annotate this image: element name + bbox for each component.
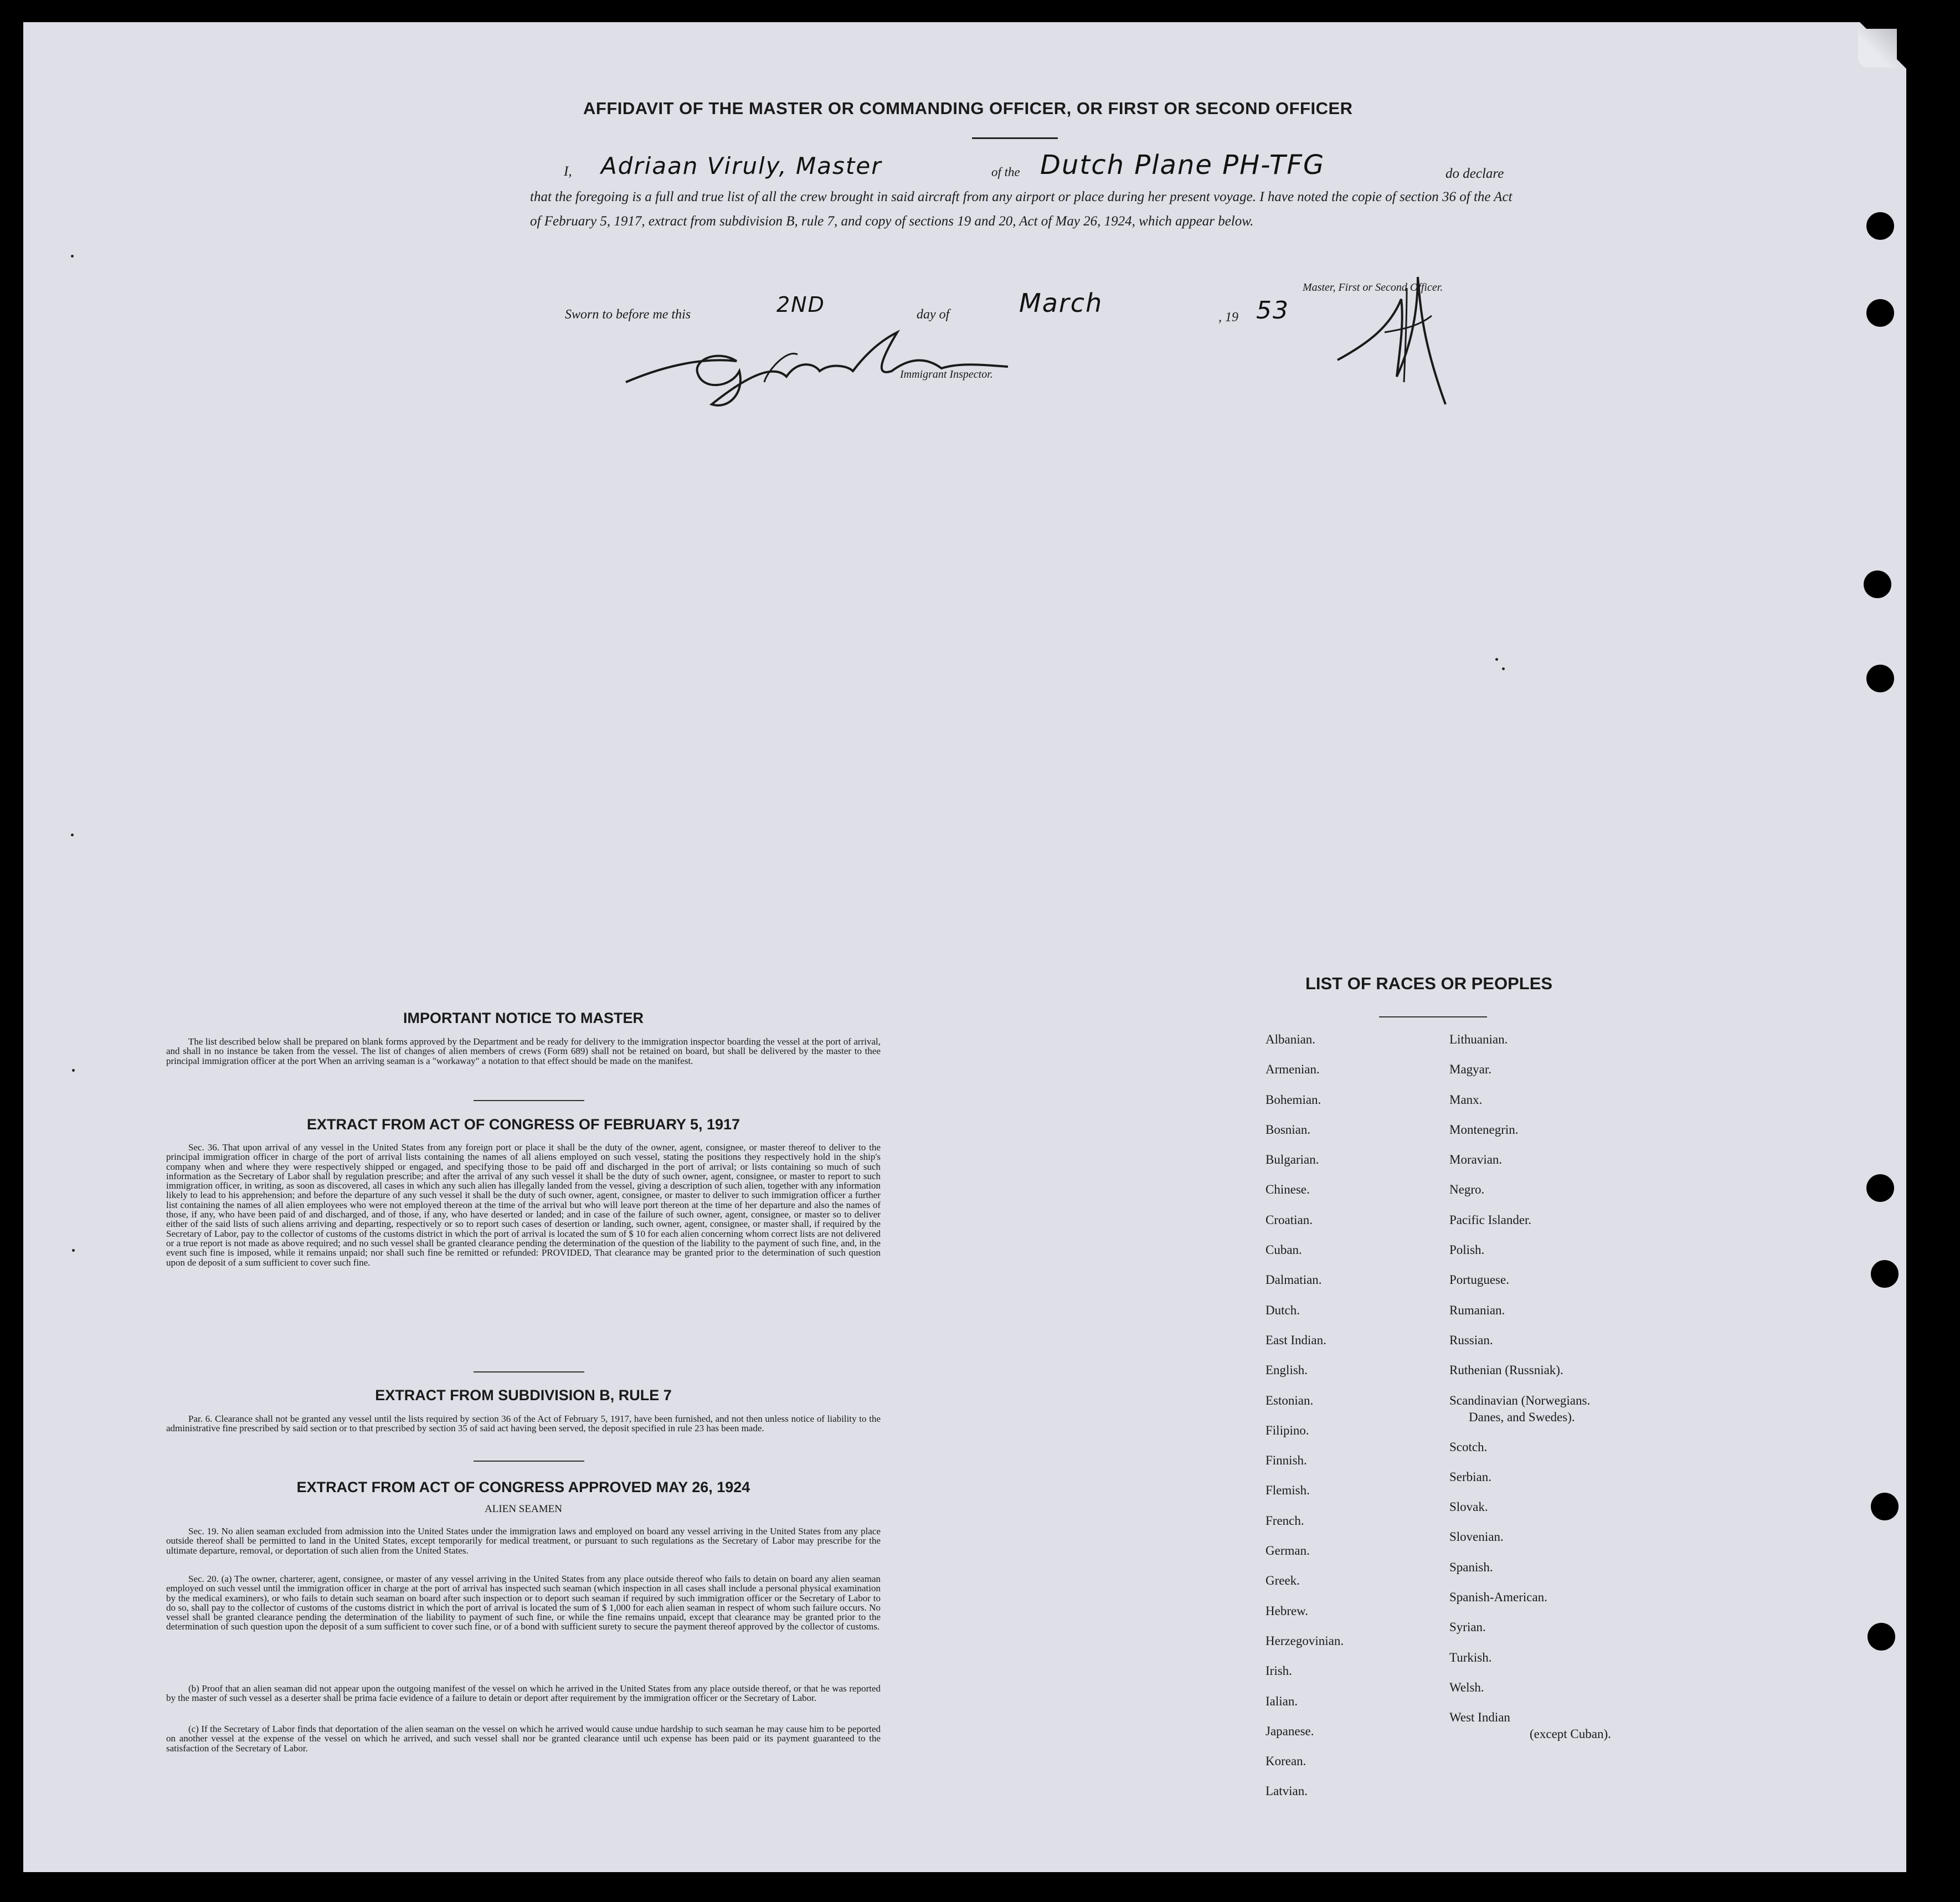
master-signature (1335, 266, 1451, 410)
punch-hole (1866, 212, 1894, 240)
race-item: Ialian. (1265, 1694, 1298, 1708)
race-item: Magyar. (1449, 1062, 1492, 1077)
race-item: Hebrew. (1265, 1603, 1309, 1618)
race-item: German. (1265, 1544, 1310, 1558)
race-item: Welsh. (1449, 1680, 1484, 1694)
races-title: LIST OF RACES OR PEOPLES (1305, 974, 1553, 993)
affidavit-title: AFFIDAVIT OF THE MASTER OR COMMANDING OFFICER, OR FIRST OR SECOND OFFICER (583, 99, 1353, 118)
race-item: French. (1265, 1513, 1304, 1528)
section-divider (474, 1461, 584, 1462)
handwritten-master-name: Adriaan Viruly, Master (601, 152, 882, 179)
race-item: Cuban. (1265, 1243, 1302, 1257)
sec20a-text: Sec. 20. (a) The owner, charterer, agent, consignee, or master of any vessel arriving in the United States from any place outside thereof who fails to detain on board any alien seaman employed on such vessel until the immigration officer in charge at the port of arrival has inspected such seaman (which inspection in all cases shall include a personal physical examination by the medical examiners), or who fails to detain such seaman on board after such inspection or to deport such seaman if required by such immigration officer or the Secretary of Labor to do so, shall pay to the collector of customs of the customs district in which the port of arrival is located the sum of $ 1,000 for each alien seaman in respect of whom such failure occurs. No vessel shall be granted clearance pending the determination of the liability to payment of such fine, or while the fine remains unpaid, except that clearance may be granted prior to the determination of such question upon the deposit of a sum sufficient to cover such fine, or of a bond with sufficient surety to secure the payment thereof approved by the collector of customs. (166, 1574, 881, 1632)
race-item: Flemish. (1265, 1483, 1310, 1498)
race-item: Albanian. (1265, 1032, 1316, 1046)
race-item: Syrian. (1449, 1620, 1486, 1634)
speck (1495, 658, 1498, 661)
race-item: Lithuanian. (1449, 1032, 1508, 1046)
race-item: Slovenian. (1449, 1530, 1504, 1544)
race-item-line2: (except Cuban). (1530, 1727, 1611, 1741)
race-item: Portuguese. (1449, 1273, 1509, 1287)
race-item: Chinese. (1265, 1183, 1310, 1197)
race-item: English. (1265, 1363, 1308, 1377)
affidavit-body: that the foregoing is a full and true list of all the crew brought in said aircraft from any airport or place during her present voyage. I have noted the copie of section 36 of the Act of February 5, 1917, extract from subdivision B, rule 7, and copy of sections 19 and 20, Act of May 26, 1924, which appear below. (530, 189, 1513, 229)
handwritten-vessel: Dutch Plane PH-TFG (1040, 150, 1325, 181)
race-item: Rumanian. (1449, 1303, 1505, 1317)
sec20b-text: (b) Proof that an alien seaman did not appear upon the outgoing manifest of the vessel on which he arrived in the United States from any place outside thereof, or that he was reported by the master of such vessel as a deserter shall be prima facie evidence of a failure to detain or deport after requirement by the immigration officer or the Secretary of Labor. (166, 1683, 881, 1704)
speck (72, 1069, 75, 1072)
section-divider (474, 1371, 584, 1372)
sworn-label: Sworn to before me this (565, 307, 691, 322)
race-item-line1: Scandinavian (Norwegians. (1449, 1393, 1591, 1407)
speck (1502, 667, 1505, 670)
races-right-column (1449, 1031, 1611, 1756)
extract-1924-title: EXTRACT FROM ACT OF CONGRESS APPROVED MAY 26, 1924 (296, 1479, 750, 1495)
race-item: Dutch. (1265, 1303, 1300, 1317)
handwritten-month: March (1019, 288, 1103, 318)
speck (71, 255, 74, 258)
race-item: Korean. (1265, 1754, 1306, 1769)
sec19-text: Sec. 19. No alien seaman excluded from admission into the United States under the immigration laws and employed on board any vessel arriving in the United States from any place outside thereof shall be permitted to land in the United States, except temporarily for medical treatment, or pursuant to such regulations as the Secretary of Labor may prescribe for the ultimate departure, removal, or deportation of such alien from the United States. (166, 1526, 881, 1556)
race-item-line2: Danes, and Swedes). (1469, 1410, 1575, 1424)
race-item: Finnish. (1265, 1453, 1307, 1468)
race-item: Russian. (1449, 1333, 1493, 1347)
race-item-scandinavian (1449, 1392, 1611, 1439)
race-item: Herzegovinian. (1265, 1633, 1344, 1648)
of-the-label: of the (991, 165, 1020, 179)
extract-1917-text: Sec. 36. That upon arrival of any vessel in the United States from any foreign port or place it shall be the duty of the owner, agent, consignee, or master thereof to deliver to the principal immigration officer in charge of the port of arrival lists containing the names of all aliens employed on such vessel, stating the positions they respectively hold in the ship's company when and where they were respectively shipped or engaged, and specifying those to be paid off and discharged in the port of arrival; or lists containing so much of such information as the Secretary of Labor shall by regulation prescribe; and after the arrival of any such vessel it shall be the duty of such owner, agent, consignee, or master to report to such immigration officer, in writing, as soon as discovered, all cases in which any such alien has illegally landed from the vessel, giving a description of such alien, together with any information likely to lead to his apprehension; and before the departure of any such vessel it shall be the duty of such owner, agent, consignee, or master to deliver to such immigration officer a further list containing the names of all alien employees who were not employed thereon at the time of the arrival but who will leave port thereon at the time of her departure and also the names of those, if any, who have been paid of and discharged, and of those, if any, who have deserted or landed; and in case of the failure of such owner, agent, consignee, or master so to deliver either of the said lists of such aliens arriving and departing, respectively or so to report such cases of desertion or landing, such owner, agent, consignee, or master shall, if required by the Secretary of Labor, pay to the collector of customs of the customs district in which the port of arrival is located the sum of $ 10 for each alien concerning whom correct lists are not delivered or a true report is not made as above required; and no such vessel shall be granted clearance pending the determination of the question of the liability to the payment of such fine, and, in the event such fine is imposed, while it remains unpaid; nor shall such fine be remitted or refunded: PROVIDED, That clearance may be granted prior to the determination of such question upon de deposit of a sum sufficient to cover such fine. (166, 1142, 881, 1268)
race-item: Greek. (1265, 1574, 1300, 1588)
do-declare-label: do declare (1445, 166, 1504, 181)
race-item: Turkish. (1449, 1650, 1492, 1664)
race-item: Polish. (1449, 1243, 1485, 1257)
corner-fold-shading (1858, 29, 1897, 68)
races-left-column (1265, 1031, 1344, 1813)
section-divider (474, 1100, 584, 1101)
handwritten-day: 2ND (776, 292, 825, 317)
punch-hole (1868, 1623, 1895, 1651)
notice-title: IMPORTANT NOTICE TO MASTER (403, 1010, 644, 1026)
race-item: Serbian. (1449, 1469, 1492, 1484)
inspector-signature (620, 316, 1019, 415)
race-item: Montenegrin. (1449, 1122, 1519, 1137)
punch-hole (1866, 299, 1894, 327)
race-item: Spanish-American. (1449, 1590, 1547, 1605)
extract-rule7-text: Par. 6. Clearance shall not be granted any vessel until the lists required by section 36 of the Act of February 5, 1917, have been furnished, and not then unless notice of liability to the administrative fine prescribed by said section or to that prescribed by section 35 of said act having been served, the deposit specified in rule 23 has been made. (166, 1413, 881, 1434)
race-item: Bulgarian. (1265, 1153, 1319, 1167)
race-item: Manx. (1449, 1092, 1483, 1107)
handwritten-year: 53 (1256, 296, 1289, 325)
day-of-label: day of (917, 307, 950, 322)
sec20c-text: (c) If the Secretary of Labor finds that deportation of the alien seaman on the vessel on which he arrived would cause undue hardship to such seaman he may cause him to be peported on another vessel at the expense of the vessel on which he arrived, and such vessel shall nor be granted clearance until uch expense has been paid or its payment guaranteed to the satisfaction of the Secretary of Labor. (166, 1724, 881, 1754)
punch-hole (1871, 1493, 1899, 1520)
speck (71, 834, 74, 836)
punch-hole (1871, 1260, 1899, 1288)
notice-text: The list described below shall be prepared on blank forms approved by the Department and be ready for delivery to the immigration inspector boarding the vessel at the port of arrival, and shall in no instance be taken from the vessel. The list of changes of alien members of crews (Form 689) shall not be retained on board, but shall be delivered by the master to thee principal immigration officer at the port When an arriving seaman is a "workaway" a notation to that effect should be made on the manifest. (166, 1036, 881, 1066)
race-item: Slovak. (1449, 1500, 1488, 1514)
punch-hole (1864, 570, 1891, 598)
race-item: Scotch. (1449, 1440, 1488, 1454)
race-item: Moravian. (1449, 1153, 1503, 1167)
title-rule (972, 137, 1058, 139)
race-item: Dalmatian. (1265, 1273, 1322, 1287)
year-prefix: , 19 (1218, 310, 1238, 325)
race-item-west-indian (1449, 1709, 1611, 1756)
race-item: Latvian. (1265, 1784, 1308, 1798)
extract-1917-title: EXTRACT FROM ACT OF CONGRESS OF FEBRUARY 5, 1917 (306, 1116, 740, 1133)
race-item: Bohemian. (1265, 1092, 1321, 1107)
race-item: Armenian. (1265, 1062, 1320, 1077)
speck (72, 1249, 75, 1252)
race-item: East Indian. (1265, 1333, 1326, 1347)
race-item: Japanese. (1265, 1724, 1314, 1738)
race-item: Pacific Islander. (1449, 1212, 1532, 1227)
inspector-label: Immigrant Inspector. (900, 368, 993, 381)
extract-rule7-title: EXTRACT FROM SUBDIVISION B, RULE 7 (375, 1387, 672, 1404)
master-officer-label: Master, First or Second Officer. (1303, 281, 1443, 294)
race-item: Irish. (1265, 1664, 1292, 1678)
punch-hole (1866, 665, 1894, 692)
race-item: Filipino. (1265, 1423, 1309, 1437)
alien-seamen-subtitle: ALIEN SEAMEN (485, 1503, 562, 1515)
race-item: Ruthenian (Russniak). (1449, 1363, 1563, 1377)
races-rule (1379, 1016, 1487, 1017)
race-item-line1: West Indian (1449, 1710, 1510, 1725)
race-item: Bosnian. (1265, 1122, 1311, 1137)
race-item: Spanish. (1449, 1560, 1493, 1574)
race-item: Negro. (1449, 1183, 1485, 1197)
race-item: Estonian. (1265, 1393, 1314, 1407)
race-item: Croatian. (1265, 1212, 1313, 1227)
punch-hole (1866, 1174, 1894, 1202)
declarant-prefix: I, (564, 164, 572, 179)
